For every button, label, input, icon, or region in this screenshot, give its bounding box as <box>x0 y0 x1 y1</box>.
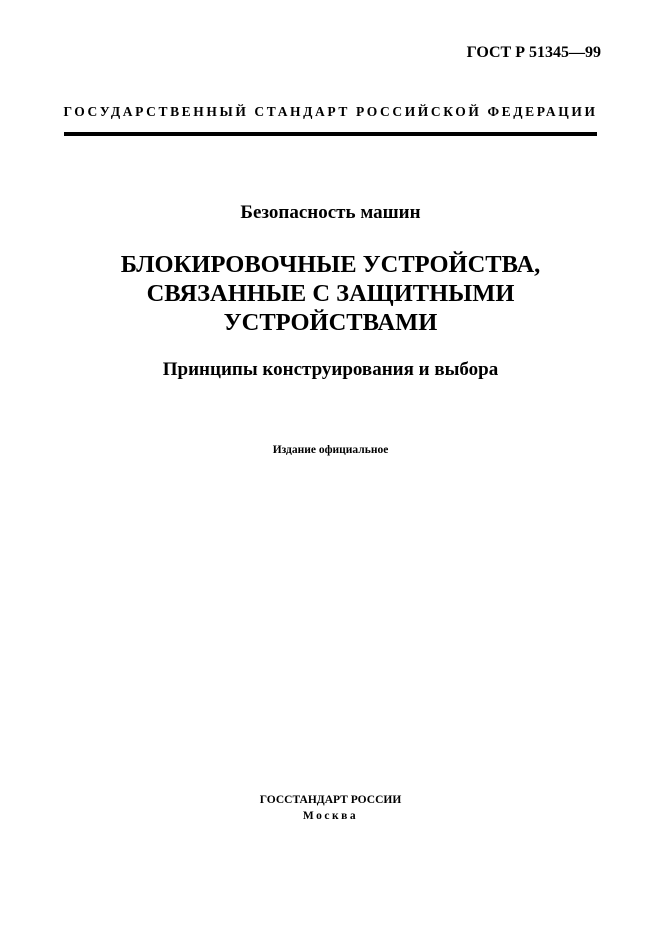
main-title-line: УСТРОЙСТВАМИ <box>223 309 438 336</box>
standard-subject: Безопасность машин <box>240 202 421 223</box>
publication-city: Москва <box>302 810 359 822</box>
header-divider <box>64 132 597 136</box>
main-title <box>0 250 661 337</box>
edition-note: Издание официальное <box>272 444 389 456</box>
main-title-line: СВЯЗАННЫЕ С ЗАЩИТНЫМИ <box>146 280 515 307</box>
subtitle: Принципы конструирования и выбора <box>162 359 499 380</box>
document-number: ГОСТ Р 51345—99 <box>466 44 601 61</box>
state-standard-header: ГОСУДАРСТВЕННЫЙ СТАНДАРТ РОССИЙСКОЙ ФЕДЕРАЦИИ <box>63 104 598 119</box>
publisher: ГОССТАНДАРТ РОССИИ <box>259 794 402 806</box>
main-title-line: БЛОКИРОВОЧНЫЕ УСТРОЙСТВА, <box>120 251 541 278</box>
